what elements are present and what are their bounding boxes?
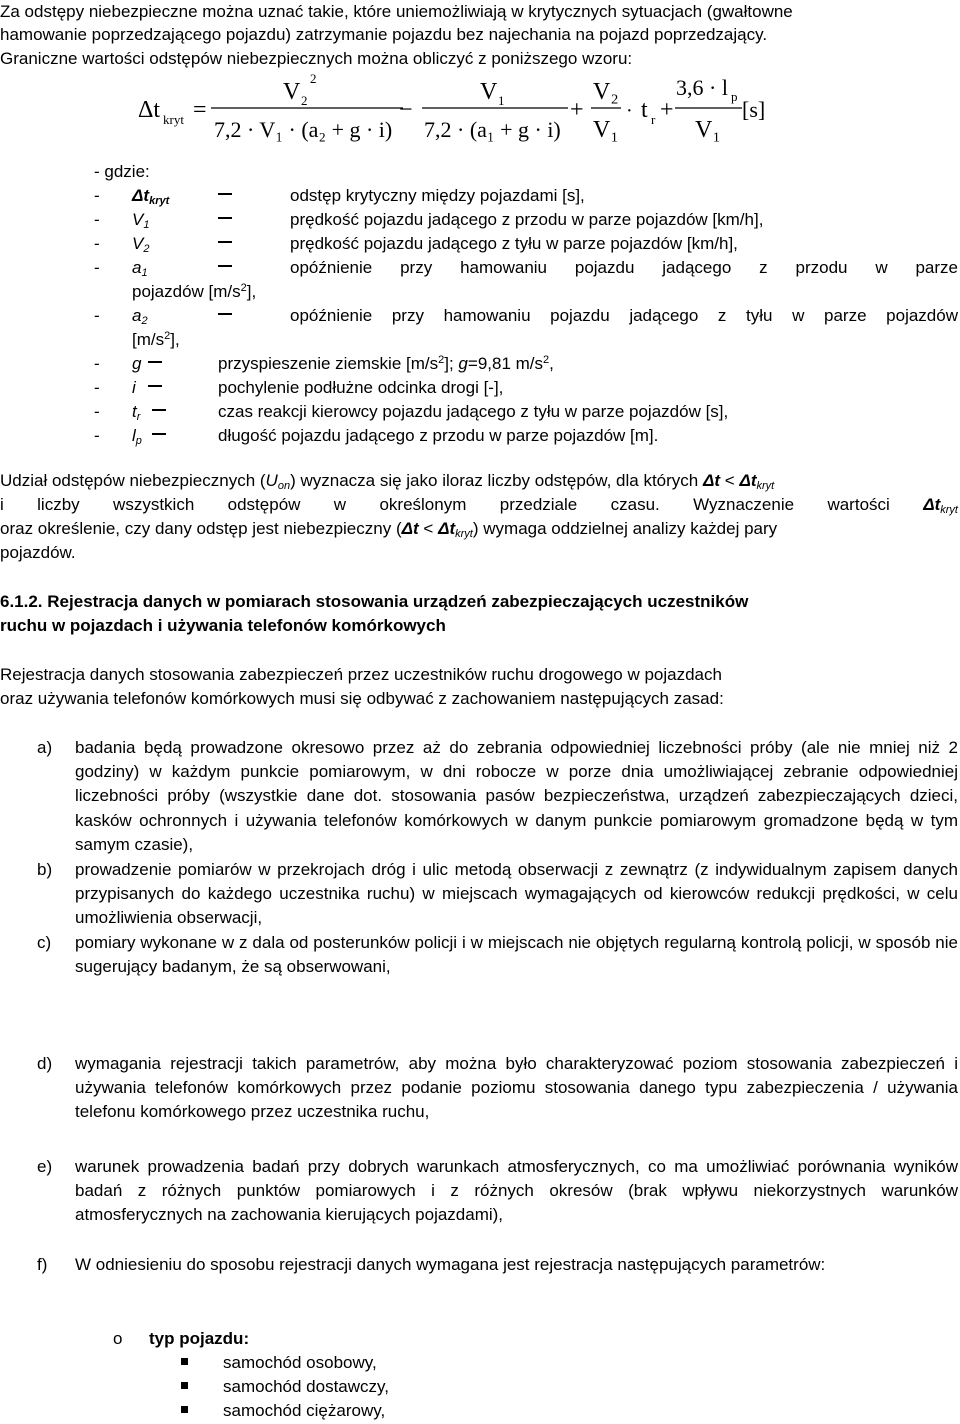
definition-item (0, 256, 960, 280)
definition-text: prędkość pojazdu jadącego z przodu w parze pojazdów [km/h], (290, 210, 764, 229)
rule-marker: c) (37, 933, 52, 952)
definition-text: odstęp krytyczny między pojazdami [s], (290, 186, 585, 205)
definition-em-dash (148, 385, 162, 387)
definition-text: pochylenie podłużne odcinka drogi [-], (218, 378, 504, 397)
definition-item (0, 352, 960, 376)
formula-f2-num-sub: 1 (498, 93, 505, 108)
formula-plus-1: + (570, 97, 584, 123)
formula-lhs-sub: kryt (163, 112, 184, 127)
rule-marker: f) (37, 1255, 48, 1274)
rules-intro-line-1: Rejestracja danych stosowania zabezpieczeń przez uczestników ruchu drogowego w pojazdach (0, 665, 722, 684)
formula-tr-sub: r (651, 112, 656, 127)
formula-f4-den: V₁ (695, 117, 721, 143)
formula-equals: = (193, 97, 207, 123)
formula-f4-num: 3,6 · l (676, 75, 728, 100)
definition-item (0, 424, 960, 448)
formula-f1-num-sub: 2 (301, 93, 308, 108)
formula-unit: [s] (742, 97, 766, 122)
definition-dash: - (94, 402, 100, 421)
formula-f2-num: V (480, 79, 498, 105)
formula-lhs: Δt (138, 97, 161, 123)
definition-dash: - (94, 234, 100, 253)
rule-text: W odniesieniu do sposobu rejestracji danych wymagana jest rejestracja następujących parametrów: (75, 1255, 826, 1274)
definition-text: opóźnienie przy hamowaniu pojazdu jadącego z tyłu w parze pojazdów (290, 306, 958, 325)
definition-symbol: $V_1$ (132, 210, 150, 231)
section-heading-line-1 (0, 590, 748, 614)
vehicle-type-item: samochód ciężarowy, (223, 1401, 386, 1420)
formula-plus-2: + (660, 97, 674, 123)
definition-text: prędkość pojazdu jadącego z tyłu w parze pojazdów [km/h], (290, 234, 738, 253)
uon-paragraph-line-2: i liczby wszystkich odstępów w określonym przedziale czasu. Wyznaczenie wartości $\Delta t_{kryt}$ (0, 495, 958, 516)
definition-text: długość pojazdu jadącego z przodu w parze pojazdów [m]. (218, 426, 659, 445)
rule-marker: b) (37, 860, 53, 879)
definition-em-dash (148, 361, 162, 363)
intro-line-1: Za odstępy niebezpieczne można uznać takie, które uniemożliwiają w krytycznych sytuacjach (gwałtowne (0, 2, 793, 21)
definition-dash: - (94, 354, 100, 373)
definition-dash: - (94, 378, 100, 397)
rule-text: pomiary wykonane w z dala od posterunków policji i w miejscach nie objętych regularną kontrolą policji, w sposób nie sugerujący badanym, że są obserwowani, (75, 933, 958, 977)
bullet-icon (181, 1406, 188, 1413)
definition-text: przyspieszenie ziemskie $[m/s^2]$; g=9,81 $m/s^2$, (218, 354, 554, 373)
definition-item (0, 376, 960, 400)
definition-continuation: $[m/s^2]$, (132, 330, 180, 349)
definition-em-dash (218, 265, 232, 267)
formula-minus: − (399, 97, 413, 123)
definition-dash: - (94, 186, 100, 205)
section-heading-line-2: ruchu w pojazdach i używania telefonów komórkowych (0, 616, 446, 635)
definition-text: opóźnienie przy hamowaniu pojazdu jadącego z przodu w parze (290, 258, 958, 277)
vehicle-type-item: samochód dostawczy, (223, 1377, 389, 1396)
critical-gap-formula (0, 68, 960, 158)
formula-f3-den: V₁ (593, 117, 619, 143)
uon-paragraph-line-1: Udział odstępów niebezpiecznych $(U_{on})$ wyznacza się jako iloraz liczby odstępów, dla których $\Delta t < \Delta t_{kryt}$ (0, 471, 775, 492)
section-title: Rejestracja danych w pomiarach stosowania urządzeń zabezpieczających uczestników (47, 592, 749, 611)
definition-symbol: $V_2$ (132, 234, 150, 255)
definition-item (0, 232, 960, 256)
formula-tr: t (641, 97, 648, 123)
vehicle-type-heading: typ pojazdu: (149, 1329, 250, 1348)
rule-marker: e) (37, 1157, 53, 1176)
intro-line-3: Graniczne wartości odstępów niebezpiecznych można obliczyć z poniższego wzoru: (0, 49, 633, 68)
definition-symbol: g (132, 354, 142, 373)
definition-symbol: $t_r$ (132, 402, 141, 423)
sublist-marker: o (113, 1329, 123, 1348)
definition-symbol: i (132, 378, 136, 397)
formula-svg (0, 68, 960, 158)
definition-continuation: pojazdów $[m/s^2]$, (132, 282, 257, 301)
definition-dash: - (94, 426, 100, 445)
definition-em-dash (152, 433, 166, 435)
rule-text: wymagania rejestracji takich parametrów, aby można było charakteryzować poziom stosowania zabezpieczeń i używania telefonów komórkowych przez podanie poziomu stosowania danego typu zabezpieczenia / używania telefonu komórkowego przez uczestnika ruchu, (75, 1054, 958, 1122)
formula-f1-num: V (283, 79, 301, 105)
definition-dash: - (94, 306, 100, 325)
rules-intro-line-2: oraz używania telefonów komórkowych musi się odbywać z zachowaniem następujących zasad: (0, 689, 724, 708)
definition-item (0, 208, 960, 232)
definition-item (0, 304, 960, 328)
formula-f1-num-sup: 2 (310, 71, 317, 86)
bullet-icon (181, 1358, 188, 1365)
definition-symbol: $a_2$ (132, 306, 148, 327)
rule-marker: d) (37, 1054, 53, 1073)
formula-f2-den: 7,2 · (a₁ + g · i) (424, 117, 561, 142)
definition-em-dash (218, 241, 232, 243)
formula-f3-num: V₂ (593, 79, 619, 105)
intro-line-2: hamowanie poprzedzającego pojazdu) zatrzymanie pojazdu bez najechania na pojazd poprzedzający. (0, 25, 768, 44)
definition-symbol: $l_p$ (132, 426, 142, 447)
definition-symbol: $\Delta t_{kryt}$ (132, 186, 170, 207)
definition-symbol: $a_1$ (132, 258, 148, 279)
definition-em-dash (152, 409, 166, 411)
definition-em-dash (218, 313, 232, 315)
definition-dash: - (94, 210, 100, 229)
rule-text: badania będą prowadzone okresowo przez aż do zebrania odpowiedniej liczebności próby (ale nie mniej niż 2 godziny) w każdym punkcie pomiarowym, w dni robocze w porze dnia umożliwiającej zebranie odpowiedniej liczebności próby (wszystkie dane dot. stosowania pasów bezpieczeństwa, urządzeń zabezpieczających dzieci, kasków ochronnych i używania telefonów komórkowych w danym punkcie pomiarowym gromadzone będą w tym samym czasie), (75, 738, 958, 854)
definition-dash: - (94, 258, 100, 277)
definitions-intro-text: - gdzie: (94, 162, 150, 181)
definition-item (0, 400, 960, 424)
rule-text: prowadzenie pomiarów w przekrojach dróg i ulic metodą obserwacji z zewnątrz (z indywidualnym zapisem danych przypisanych do każdego uczestnika ruchu) w miejscach wymagających od kierowców redukcji prędkości, w celu umożliwienia obserwacji, (75, 860, 958, 928)
definition-text: czas reakcji kierowcy pojazdu jadącego z tyłu w parze pojazdów [s], (218, 402, 729, 421)
formula-f4-num-sub: p (731, 89, 738, 104)
definition-item (0, 184, 960, 208)
definition-em-dash (218, 217, 232, 219)
definition-em-dash (218, 193, 232, 195)
section-number: 6.1.2. (0, 592, 43, 611)
formula-f1-den: 7,2 · V₁ · (a₂ + g · i) (214, 117, 393, 142)
rule-marker: a) (37, 738, 53, 757)
uon-paragraph-line-3: oraz określenie, czy dany odstęp jest niebezpieczny $(\Delta t < \Delta t_{kryt})$ wymaga oddzielnej analizy każdej pary (0, 519, 778, 540)
vehicle-type-item: samochód osobowy, (223, 1353, 377, 1372)
rule-text: warunek prowadzenia badań przy dobrych warunkach atmosferycznych, co ma umożliwiać porównania wyników badań z różnych punktów pomiarowych i z różnych okresów (brak wpływu niekorzystnych warunków atmosferycznych na zachowania kierujących pojazdami), (75, 1157, 958, 1225)
formula-dot: · (626, 100, 633, 122)
bullet-icon (181, 1382, 188, 1389)
uon-paragraph-line-4: pojazdów. (0, 543, 76, 562)
